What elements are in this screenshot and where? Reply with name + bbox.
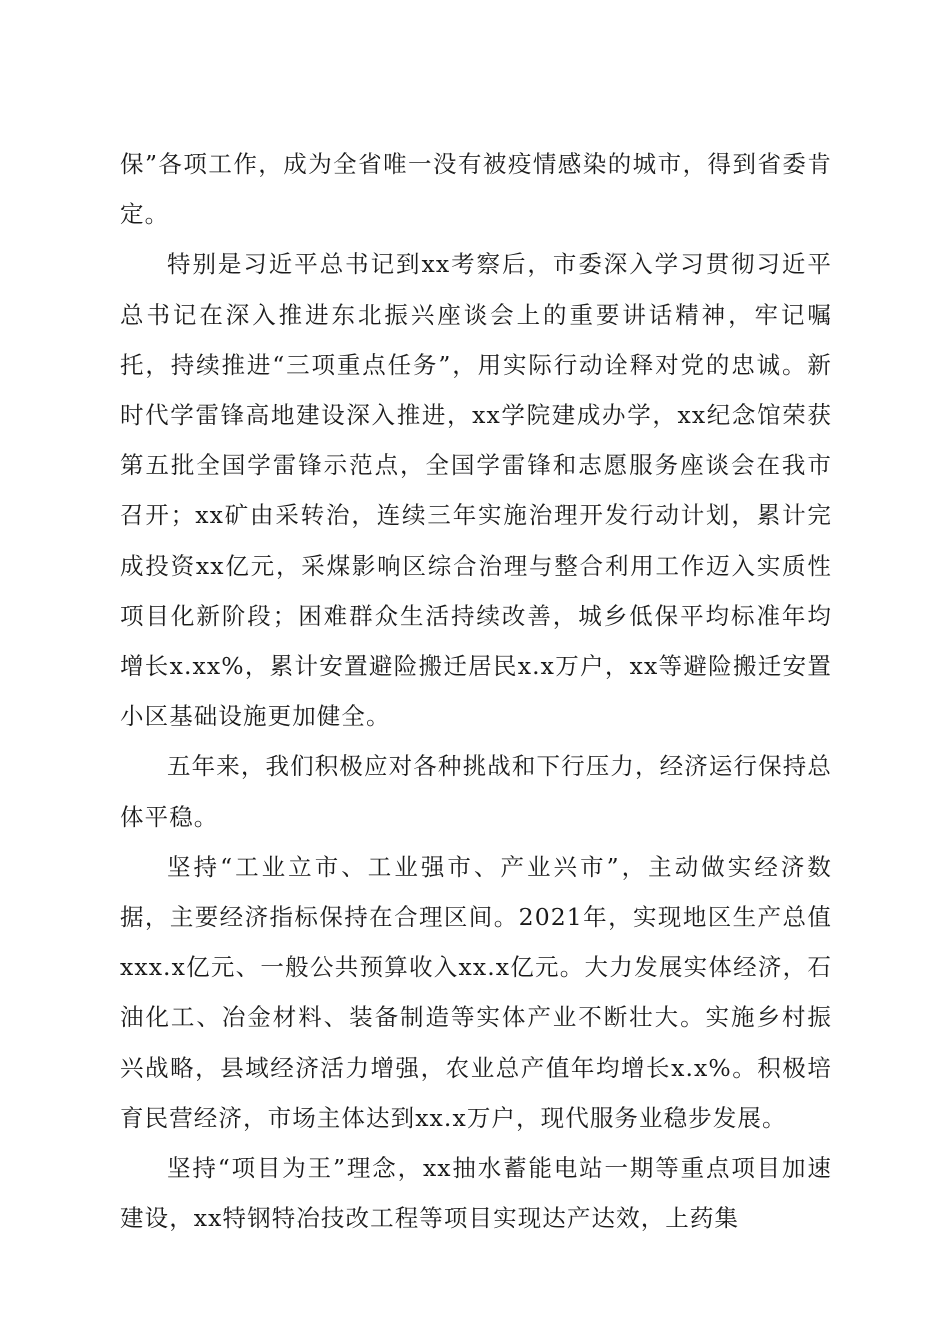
- document-body: [120, 139, 832, 1243]
- paragraph-5: 坚持“项目为王”理念，xx抽水蓄能电站一期等重点项目加速建设，xx特钢特冶技改工程等项目实现达产达效，上药集: [120, 1154, 832, 1233]
- paragraph-4: 坚持“工业立市、工业强市、产业兴市”，主动做实经济数据，主要经济指标保持在合理区间。2021年，实现地区生产总值xxx.x亿元、一般公共预算收入xx.x亿元。大力发展实体经济，石油化工、冶金材料、装备制造等实体产业不断壮大。实施乡村振兴战略，县域经济活力增强，农业总产值年均增长x.x%。积极培育民营经济，市场主体达到xx.x万户，现代服务业稳步发展。: [120, 852, 832, 1132]
- paragraph-3: 五年来，我们积极应对各种挑战和下行压力，经济运行保持总体平稳。: [120, 752, 832, 831]
- paragraph-2: 特别是习近平总书记到xx考察后，市委深入学习贯彻习近平总书记在深入推进东北振兴座谈会上的重要讲话精神，牢记嘱托，持续推进“三项重点任务”，用实际行动诠释对党的忠诚。新时代学雷锋高地建设深入推进，xx学院建成办学，xx纪念馆荣获第五批全国学雷锋示范点，全国学雷锋和志愿服务座谈会在我市召开；xx矿由采转治，连续三年实施治理开发行动计划，累计完成投资xx亿元，采煤影响区综合治理与整合利用工作迈入实质性项目化新阶段；困难群众生活持续改善，城乡低保平均标准年均增长x.xx%，累计安置避险搬迁居民x.x万户，xx等避险搬迁安置小区基础设施更加健全。: [120, 250, 832, 731]
- paragraph-1: 保”各项工作，成为全省唯一没有被疫情感染的城市，得到省委肯定。: [120, 150, 832, 229]
